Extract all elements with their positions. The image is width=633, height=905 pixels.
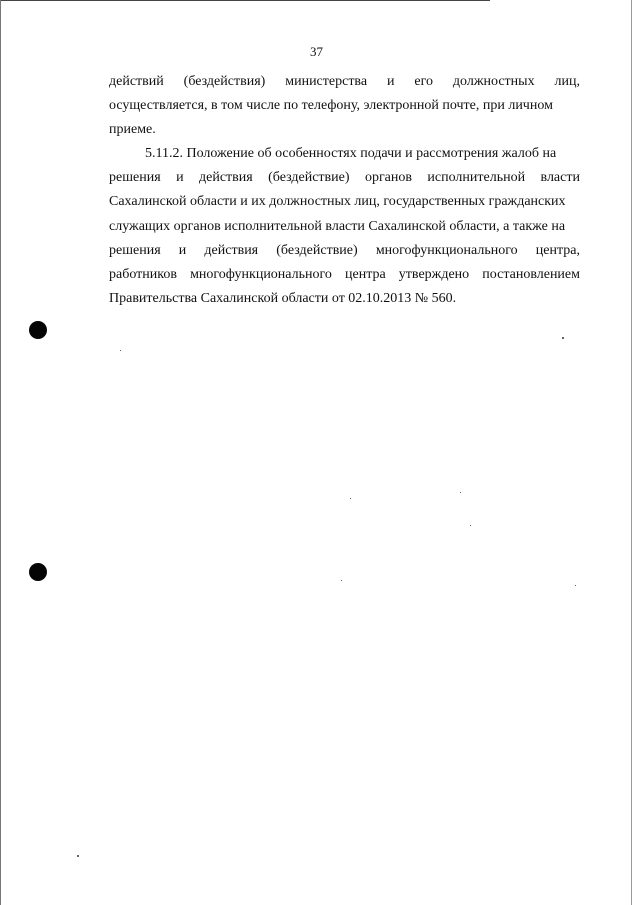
word: утверждено — [398, 266, 470, 282]
word: центра, — [535, 242, 580, 258]
scan-speck — [460, 492, 461, 493]
scan-speck — [562, 337, 564, 339]
word: (бездействие) — [276, 242, 358, 258]
word: должностных — [452, 74, 535, 89]
word: работников — [109, 266, 177, 282]
word: лиц, — [554, 74, 580, 89]
word: центра — [345, 266, 386, 282]
word: министерства — [285, 74, 368, 89]
word: решения — [109, 242, 161, 258]
text-line: осуществляется, в том числе по телефону, электронной почте, при личном — [109, 98, 553, 114]
text-line: служащих органов исполнительной власти Сахалинской области, а также на — [109, 218, 566, 234]
text-line — [109, 166, 580, 190]
page-number: 37 — [310, 44, 323, 59]
scan-speck — [470, 525, 471, 526]
text-line: Сахалинской области и их должностных лиц, государственных гражданских — [109, 194, 566, 210]
text-line: Правительства Сахалинской области от 02.10.2013 № 560. — [109, 290, 457, 306]
text-line — [109, 70, 580, 94]
word: многофункционального — [375, 242, 518, 258]
word: решения — [109, 170, 161, 186]
binder-hole-upper — [29, 321, 47, 339]
scan-top-edge — [0, 0, 490, 1]
word: многофункционального — [190, 266, 332, 282]
word: и — [178, 242, 187, 258]
word: действия — [204, 242, 259, 258]
word: (бездействия) — [183, 74, 266, 89]
word: и — [386, 74, 395, 89]
scan-speck — [341, 580, 342, 581]
scan-left-edge — [0, 0, 1, 905]
word: исполнительной — [427, 170, 526, 186]
word: действий — [109, 74, 164, 89]
word: его — [414, 74, 433, 89]
word: (бездействие) — [268, 170, 350, 186]
word: постановлением — [482, 266, 580, 282]
word: органов — [364, 170, 412, 186]
scan-speck — [575, 585, 576, 586]
text-line — [109, 263, 580, 287]
word: власти — [540, 170, 580, 186]
word: действия — [198, 170, 253, 186]
scan-speck — [77, 855, 79, 857]
body-text — [109, 70, 580, 311]
text-line — [109, 239, 580, 263]
binder-hole-lower — [29, 563, 47, 581]
scan-right-edge — [631, 0, 632, 905]
scan-speck — [350, 498, 351, 499]
scan-speck — [120, 350, 121, 351]
text-line: приеме. — [109, 122, 156, 138]
paragraph-start-line: 5.11.2. Положение об особенностях подачи и рассмотрения жалоб на — [145, 146, 557, 162]
word: и — [176, 170, 184, 186]
